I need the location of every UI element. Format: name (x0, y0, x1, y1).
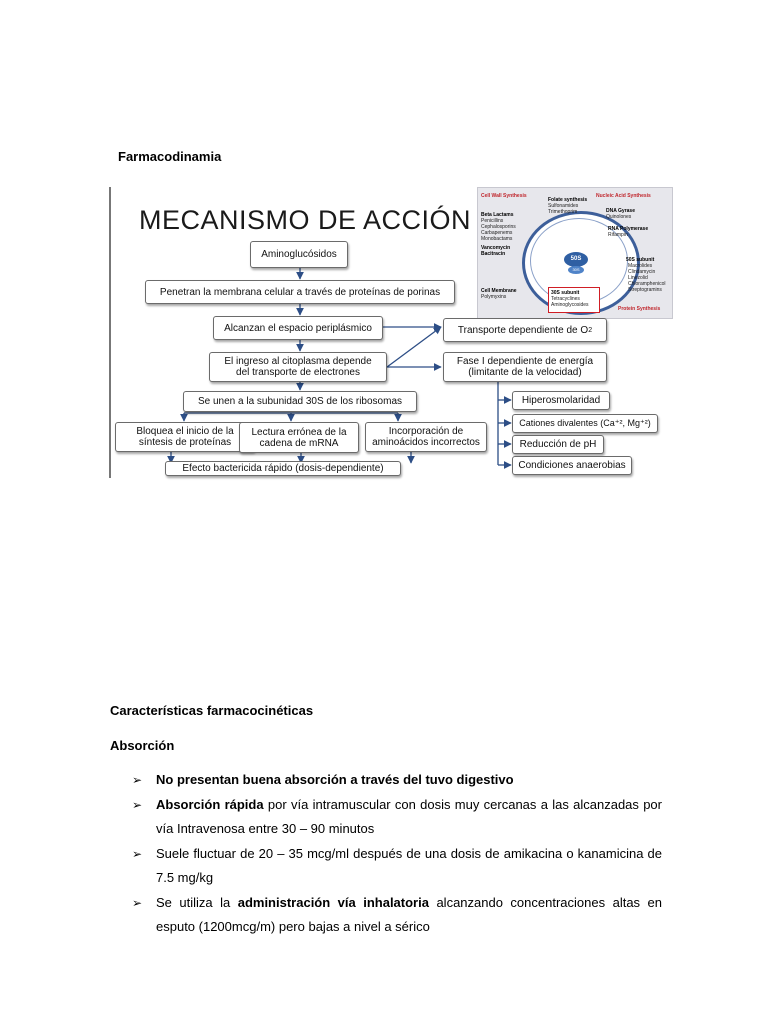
node-transporte (443, 318, 607, 342)
inset-cell-wall-label: Cell Wall Synthesis (481, 193, 527, 199)
inset-beta-drugs: Penicillins Cephalosporins Carbapenems Monobactams (481, 218, 516, 242)
node-incorporacion-line2: aminoácidos incorrectos (372, 437, 480, 448)
inset-folate-label: Folate synthesis (548, 197, 588, 203)
mechanism-figure (109, 187, 671, 478)
inset-dna-label: DNA Gyrase (606, 208, 635, 214)
node-lectura-line2: cadena de mRNA (259, 437, 339, 449)
inset-50s-label: 50S subunit (626, 257, 655, 263)
inset-vanco-label: Vancomycin Bacitracin (481, 245, 511, 257)
inset-30s-drugs: Tetracyclines Aminoglycosides (551, 296, 589, 308)
node-lectura (239, 422, 359, 453)
bullet-bold-text: No presentan buena absorción a través del tuvo digestivo (156, 772, 514, 787)
inset-protein-label: Protein Synthesis (618, 306, 661, 312)
arrowhead-bullet-icon: ➢ (132, 797, 143, 812)
ribosome-50s-icon: 50S (564, 252, 588, 267)
inset-membrane-drugs: Polymyxins (481, 294, 507, 300)
bullet-item (132, 793, 662, 842)
node-cationes: Cationes divalentes (Ca⁺², Mg⁺²) (512, 414, 658, 433)
inset-50s-drugs: Macrolides Clindamycin Linezolid Chloramphenicol Streptogramins (628, 263, 666, 293)
arrowhead-bullet-icon: ➢ (132, 895, 143, 910)
node-ingreso-line2: del transporte de electrones (236, 367, 360, 378)
section-heading-absorcion: Absorción (110, 738, 175, 753)
inset-membrane-label: Cell Membrane (481, 288, 517, 294)
node-aminoglucosidos: Aminoglucósidos (250, 241, 348, 268)
node-lectura-line1: Lectura errónea de la (251, 426, 347, 438)
node-fase-line1: Fase I dependiente de energía (456, 356, 594, 367)
absorcion-bullet-list (132, 768, 662, 940)
node-transporte-text: Transporte dependiente de O (457, 324, 589, 336)
bullet-item (132, 842, 662, 891)
inset-beta-label: Beta Lactams (481, 212, 514, 218)
section-heading-farmacodinamia: Farmacodinamia (118, 149, 222, 164)
bullet-pre-text: Se utiliza la (156, 894, 238, 910)
node-alcanzan: Alcanzan el espacio periplásmico (213, 316, 383, 340)
node-ingreso (209, 352, 387, 382)
inset-30s-label: 30S subunit (551, 290, 580, 296)
inset-nucleic-label: Nucleic Acid Synthesis (596, 193, 651, 199)
node-penetran: Penetran la membrana celular a través de proteínas de porinas (145, 280, 455, 304)
bullet-bold-text: Absorción rápida (156, 796, 264, 812)
inset-rna-label: RNA Polymerase (608, 226, 649, 232)
inset-rna-drugs: Rifampin (608, 232, 628, 238)
node-bloquea (115, 422, 255, 452)
node-fase-line2: (limitante de la velocidad) (468, 367, 582, 378)
node-se-unen: Se unen a la subunidad 30S de los ribosomas (183, 391, 417, 412)
node-transporte-sub: 2 (588, 326, 593, 334)
bullet-text: Suele fluctuar de 20 – 35 mcg/ml después de una dosis de amikacina o kanamicina de 7.5 mg/kg (156, 845, 662, 885)
figure-title: MECANISMO DE ACCIÓN (139, 205, 472, 235)
node-reduccion: Reducción de pH (512, 435, 604, 454)
bullet-text: por vía intramuscular con dosis muy cercanas a las alcanzadas por vía Intravenosa entre 30 – 90 minutos (156, 796, 662, 836)
inset-dna-drugs: Quinolones (606, 214, 632, 220)
node-ingreso-line1: El ingreso al citoplasma depende (224, 356, 372, 367)
node-hiperosmolaridad: Hiperosmolaridad (512, 391, 610, 410)
node-fase (443, 352, 607, 382)
node-bloquea-line2: síntesis de proteínas (138, 437, 232, 448)
arrowhead-bullet-icon: ➢ (132, 846, 143, 861)
bullet-text: alcanzando concentraciones altas en esputo (1200mcg/m) pero bajas a nivel a sérico (156, 894, 662, 934)
section-heading-caracteristicas: Características farmacocinéticas (110, 703, 314, 718)
ribosome-30s-icon: 30S (568, 266, 584, 274)
bullet-item (132, 891, 662, 940)
inset-folate-drugs: Sulfonamides Trimethoprim (548, 203, 579, 215)
arrowhead-bullet-icon: ➢ (132, 773, 143, 787)
node-incorporacion-line1: Incorporación de (388, 426, 464, 437)
bullet-item (132, 768, 662, 793)
node-efecto: Efecto bactericida rápido (dosis-dependiente) (165, 461, 401, 476)
node-incorporacion (365, 422, 487, 452)
node-bloquea-line1: Bloquea el inicio de la (136, 426, 234, 437)
node-condiciones: Condiciones anaerobias (512, 456, 632, 475)
bullet-bold-text: administración vía inhalatoria (237, 894, 429, 910)
